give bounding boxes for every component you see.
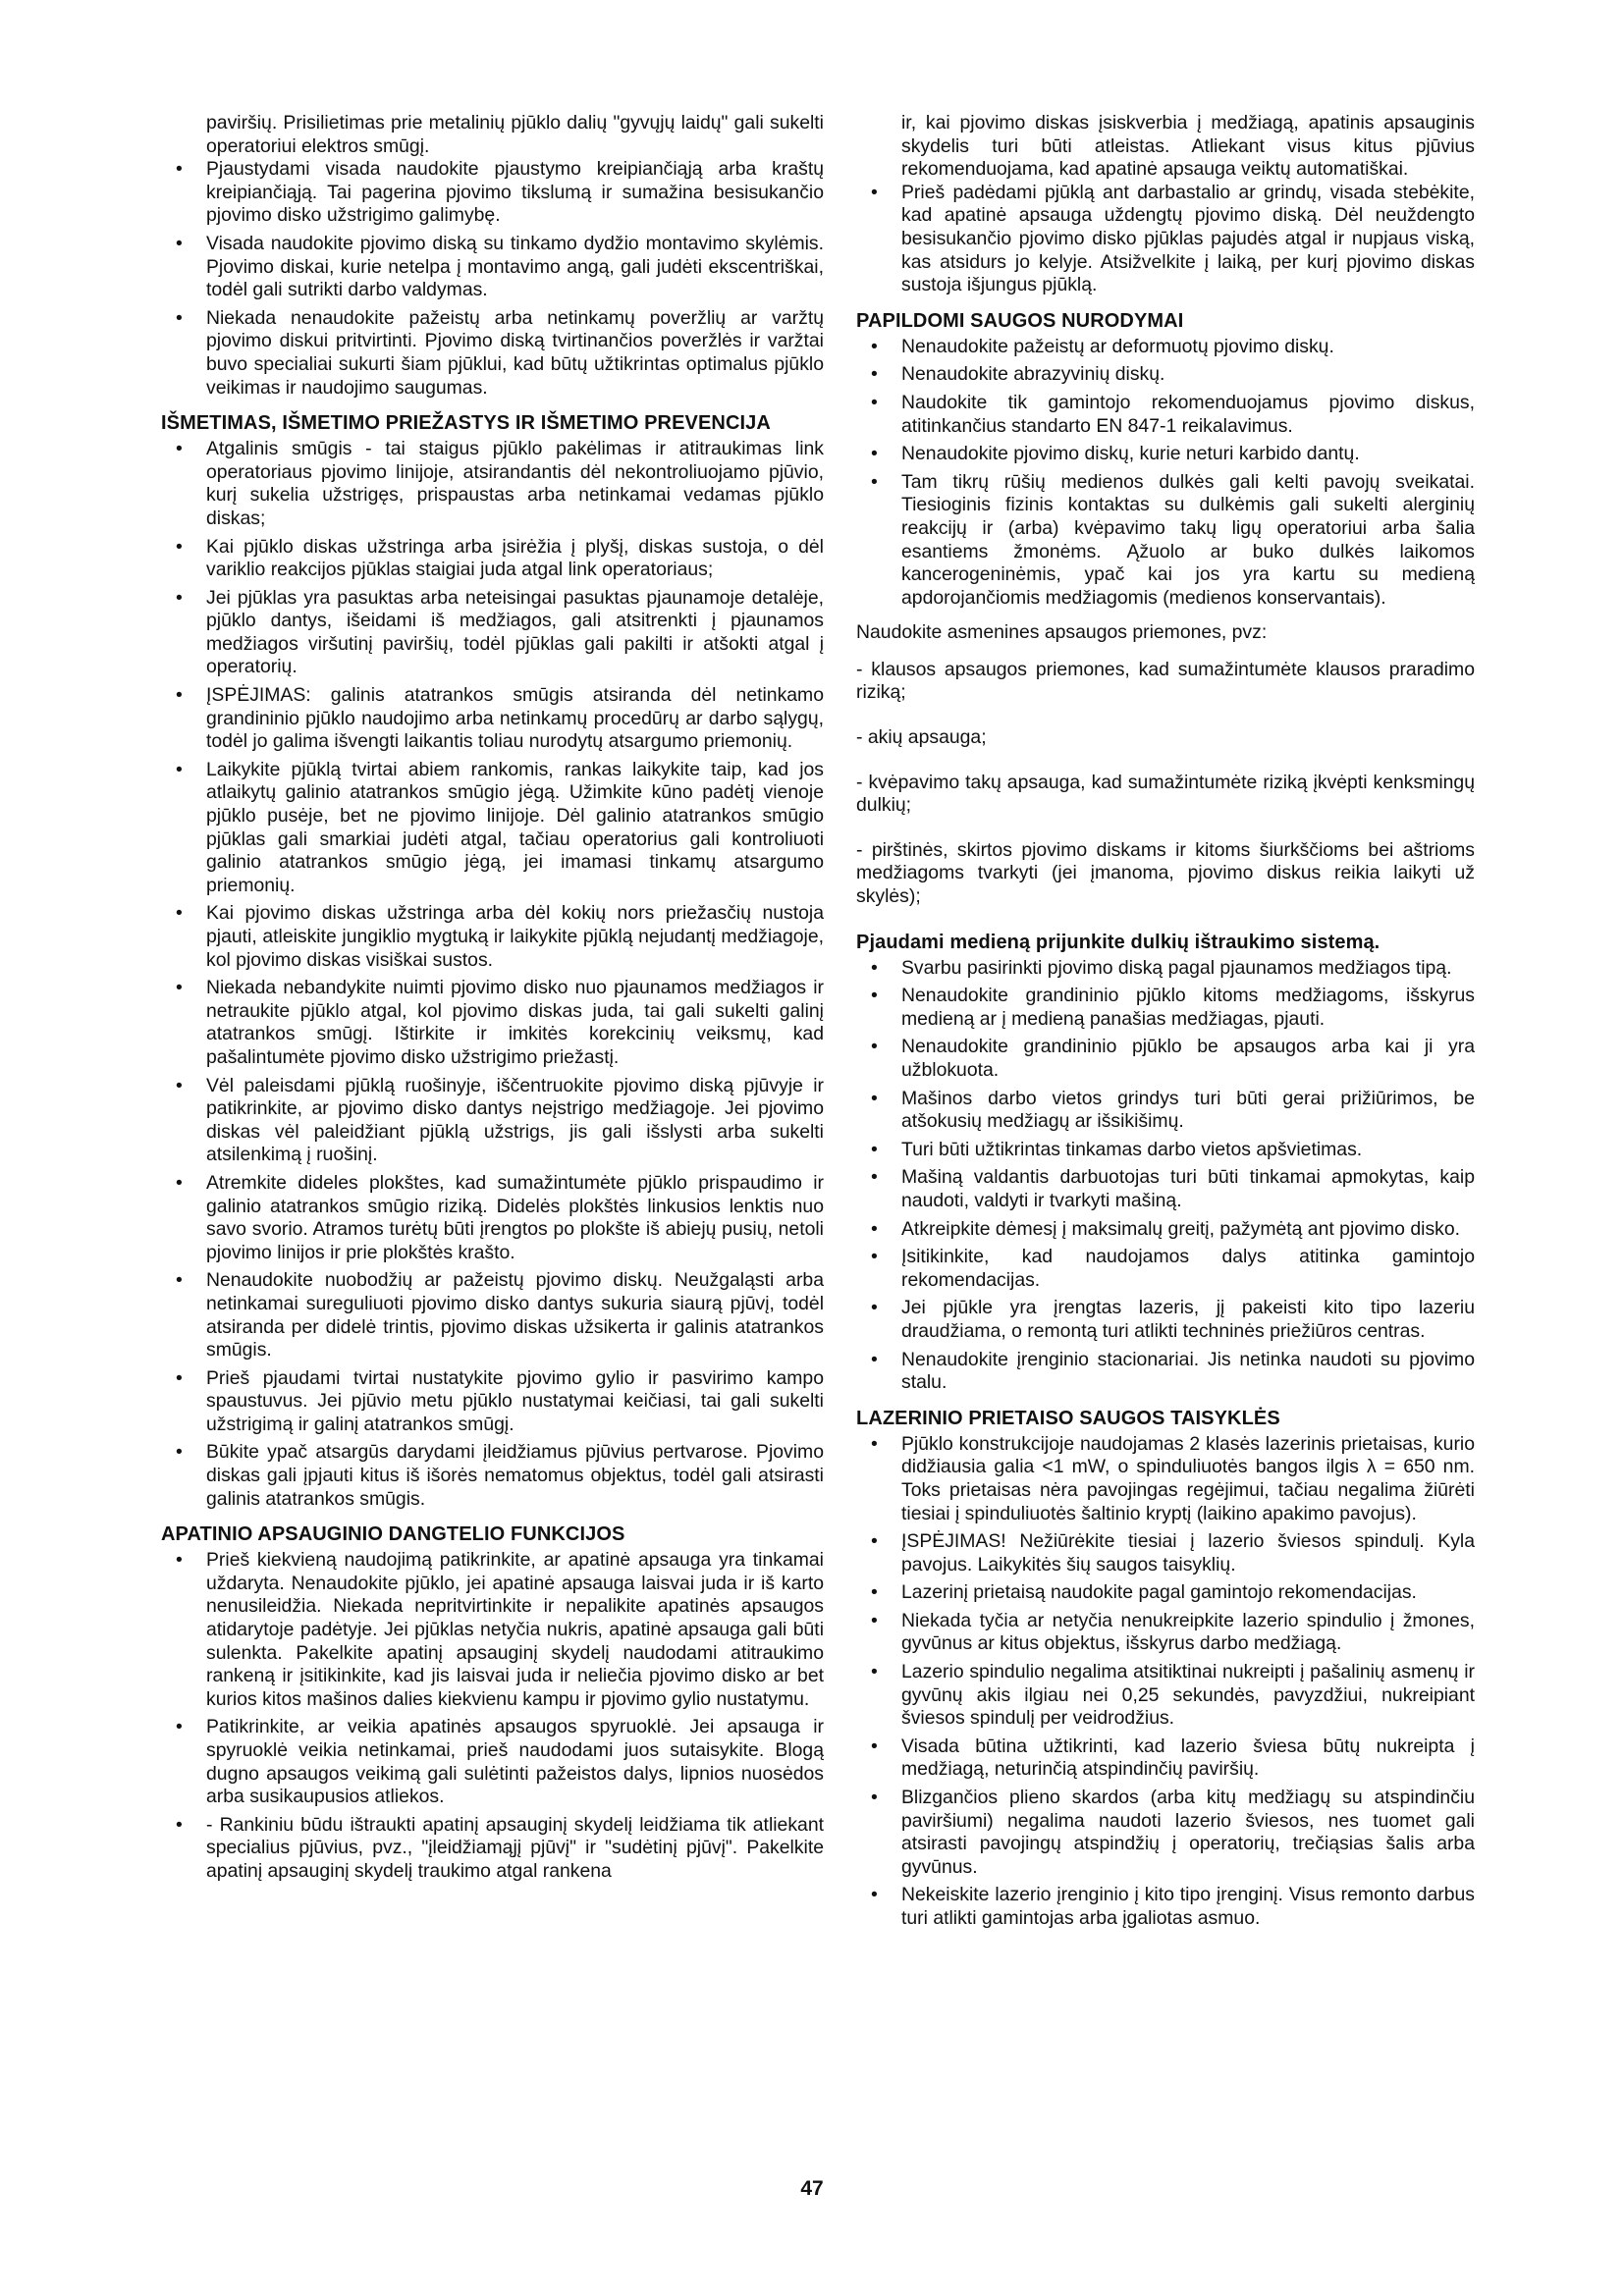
laser-safety-bullet-list <box>856 1433 1475 1931</box>
list-item: - akių apsauga; <box>856 726 987 749</box>
kickback-bullet-list <box>161 438 824 1511</box>
bullet-item: • Nenaudokite įrenginio stacionariai. Jis netinka naudoti su pjovimo stalu. <box>856 1349 1475 1395</box>
bullet-item: • Jei pjūkle yra įrengtas lazeris, jį pakeisti kito tipo lazeriu draudžiama, o remontą turi atlikti techninės priežiūros centras. <box>856 1297 1475 1343</box>
bullet-item: • ĮSPĖJIMAS: galinis atatrankos smūgis atsiranda dėl netinkamo grandininio pjūklo naudojimo arba netinkamų procedūrų ar darbo sąlygų, todėl jo galima išvengti laikantis toliau nurodytų atsargumo priemonių. <box>161 684 824 754</box>
ppe-list <box>856 659 1475 909</box>
bullet-item: • Kai pjūklo diskas užstringa arba įsirėžia į plyšį, diskas sustoja, o dėl variklio reakcijos pjūklas staigiai juda atgal link operatoriaus; <box>161 536 824 582</box>
bullet-item: • Atremkite dideles plokštes, kad sumažintumėte pjūklo prispaudimo ir galinio atatrankos smūgio riziką. Didelės plokštės linkusios lenktis nuo savo svorio. Atramos turėtų būti įrengtos po plokšte iš abiejų pusių, netoli pjovimo linijos ir prie plokštės krašto. <box>161 1172 824 1264</box>
bullet-item: • Vėl paleisdami pjūklą ruošinyje, iščentruokite pjovimo diską pjūvyje ir patikrinkite, ar pjovimo disko dantys neįstrigo medžiagoje. Jei pjovimo diskas vėl paleidžiant pjūklą užstrigs, jis gali išslysti arba sukelti atsilenkimą į ruošinį. <box>161 1075 824 1167</box>
laser-safety-heading: LAZERINIO PRIETAISO SAUGOS TAISYKLĖS <box>856 1407 1280 1429</box>
bullet-item: • Mašiną valdantis darbuotojas turi būti tinkamai apmokytas, kaip naudoti, valdyti ir tvarkyti mašiną. <box>856 1166 1475 1212</box>
dust-extraction-heading: Pjaudami medieną prijunkite dulkių ištraukimo sistemą. <box>856 931 1380 953</box>
bullet-item: • Patikrinkite, ar veikia apatinės apsaugos spyruoklė. Jei apsauga ir spyruoklė veikia netinkamai, prieš naudodami juos sutaisykite. Blogą dugno apsaugos veikimą gali sulėtinti pažeistos dalys, lipnios nuosėdos arba susikaupusios atliekos. <box>161 1716 824 1808</box>
bullet-item: • Niekada nenaudokite pažeistų arba netinkamų poveržlių ar varžtų pjovimo diskui pritvirtinti. Pjovimo diską tvirtinančios poveržlės ir varžtai buvo specialiai sukurti šiam pjūklui, kad būtų užtikrintas optimalus pjūklo veikimas ir naudojimo saugumas. <box>161 307 824 400</box>
bullet-item: • Nenaudokite grandininio pjūklo kitoms medžiagoms, išskyrus medieną ar į medieną panašias medžiagas, pjauti. <box>856 985 1475 1031</box>
bullet-item: • Įsitikinkite, kad naudojamos dalys atitinka gamintojo rekomendacijas. <box>856 1246 1475 1292</box>
list-item: - pirštinės, skirtos pjovimo diskams ir kitoms šiurkščioms bei aštrioms medžiagoms tvarkyti (jei įmanoma, pjovimo diskus reikia laikyti už skylės); <box>856 838 1475 908</box>
guard-bullet-list <box>161 1549 824 1883</box>
additional-safety-heading: PAPILDOMI SAUGOS NURODYMAI <box>856 309 1184 332</box>
page-number: 47 <box>800 2177 824 2200</box>
guard-bullet-list-continued <box>856 182 1475 297</box>
continued-paragraph: paviršių. Prisilietimas prie metalinių pjūklo dalių "gyvųjų laidų" gali sukelti operatoriui elektros smūgį. <box>206 112 824 157</box>
bullet-item: • Prieš padėdami pjūklą ant darbastalio ar grindų, visada stebėkite, kad apatinė apsauga uždengtų pjovimo diską. Dėl neuždengto besisukančio pjovimo disko pjūklas pajudės atgal ir nupjaus viską, kas atsidurs jo kelyje. Atsižvelkite į laiką, per kurį pjovimo diskas sustoja išjungus pjūklą. <box>856 182 1475 297</box>
bullet-item: • Lazerio spindulio negalima atsitiktinai nukreipti į pašalinių asmenų ir gyvūnų akis ilgiau nei 0,25 sekundės, pavyzdžiui, nukreipiant šviesos spindulį per veidrodžius. <box>856 1661 1475 1731</box>
bullet-item: • Niekada nebandykite nuimti pjovimo disko nuo pjaunamos medžiagos ir netraukite pjūklo atgal, kol pjovimo diskas juda, tai gali sukelti galinį atatrankos smūgį. Ištirkite ir imkitės korekcinių veiksmų, kad pašalintumėte pjovimo disko užstrigimo priežastį. <box>161 977 824 1069</box>
bullet-item: • Blizgančios plieno skardos (arba kitų medžiagų su atspindinčiu paviršiumi) negalima naudoti lazerio šviesos, nes tuomet gali atsirasti pavojingų atspindžių į operatorių, trečiąsias šalis arba gyvūnus. <box>856 1787 1475 1879</box>
bullet-item: • Nekeiskite lazerio įrenginio į kito tipo įrenginį. Visus remonto darbus turi atlikti gamintojas arba įgaliotas asmuo. <box>856 1884 1475 1930</box>
list-item: - klausos apsaugos priemones, kad sumažintumėte klausos praradimo riziką; <box>856 658 1475 704</box>
bullet-item: • Svarbu pasirinkti pjovimo diską pagal pjaunamos medžiagos tipą. <box>856 957 1475 981</box>
intro-bullet-list <box>161 158 824 400</box>
bullet-item: • Niekada tyčia ar netyčia nenukreipkite lazerio spindulio į žmones, gyvūnus ar kitus objektus, išskyrus darbo medžiagą. <box>856 1610 1475 1656</box>
bullet-item: • Atgalinis smūgis - tai staigus pjūklo pakėlimas ir atitraukimas link operatoriaus pjovimo linijoje, atsirandantis dėl nekontroliuojamo pjūvio, kurį sukelia užstrigęs, prispaustas arba netinkamai vedamas pjūklo diskas; <box>161 438 824 530</box>
bullet-item: • Jei pjūklas yra pasuktas arba neteisingai pasuktas pjaunamoje detalėje, pjūklo dantys, išeidami iš medžiagos, gali atsitrenkti į pjaunamos medžiagos viršutinį paviršių, todėl pjūklas gali pakilti ir atšokti atgal į operatorių. <box>161 587 824 679</box>
bullet-item: • - Rankiniu būdu ištraukti apatinį apsauginį skydelį leidžiama tik atliekant specialius pjūvius, pvz., "įleidžiamąjį pjūvį" ir "sudėtinį pjūvį". Pakelkite apatinį apsauginį skydelį traukimo atgal rankena <box>161 1814 824 1884</box>
kickback-heading: IŠMETIMAS, IŠMETIMO PRIEŽASTYS IR IŠMETIMO PREVENCIJA <box>161 412 771 435</box>
right-column <box>856 112 1475 1936</box>
bullet-item: • Nenaudokite grandininio pjūklo be apsaugos arba kai ji yra užblokuota. <box>856 1036 1475 1082</box>
bullet-item: • Visada naudokite pjovimo diską su tinkamo dydžio montavimo skylėmis. Pjovimo diskai, kurie netelpa į montavimo angą, gali judėti ekscentriškai, todėl gali sutrikti darbo valdymas. <box>161 233 824 302</box>
bullet-item: • Laikykite pjūklą tvirtai abiem rankomis, rankas laikykite taip, kad jos atlaikytų galinio atatrankos smūgio jėgą. Užimkite kūno padėtį vienoje pjūklo pusėje, bet ne pjovimo linijoje. Dėl galinio atatrankos smūgio pjūklas gali smarkiai judėti atgal, tačiau operatorius gali kontroliuoti galinio atatrankos smūgio jėgą, jei imamasi tinkamų atsargumo priemonių. <box>161 759 824 898</box>
bullet-item: • Nenaudokite pjovimo diskų, kurie neturi karbido dantų. <box>856 443 1475 466</box>
ppe-intro: Naudokite asmenines apsaugos priemones, pvz: <box>856 621 1268 644</box>
list-item: - kvėpavimo takų apsauga, kad sumažintumėte riziką įkvėpti kenksmingų dulkių; <box>856 771 1475 817</box>
continued-paragraph-right: ir, kai pjovimo diskas įsiskverbia į medžiagą, apatinis apsauginis skydelis turi būti atleistas. Atliekant visus kitus pjūvius rekomenduojama, kad apatinė apsauga veiktų automatiškai. <box>901 112 1475 181</box>
bullet-item: • Nenaudokite pažeistų ar deformuotų pjovimo diskų. <box>856 336 1475 359</box>
dust-extraction-bullet-list <box>856 957 1475 1395</box>
left-column <box>161 112 824 1889</box>
bullet-item: • Būkite ypač atsargūs darydami įleidžiamus pjūvius pertvarose. Pjovimo diskas gali įpjauti kitus iš išorės nematomus objektus, todėl gali atsirasti galinis atatrankos smūgis. <box>161 1441 824 1511</box>
bullet-item: • Prieš kiekvieną naudojimą patikrinkite, ar apatinė apsauga yra tinkamai uždaryta. Nenaudokite pjūklo, jei apatinė apsauga laisvai juda ir iš karto nenusileidžia. Niekada nepritvirtinkite ir nepalikite apatinės apsaugos atidarytoje padėtyje. Jei pjūklas netyčia nukris, apatinė apsauga gali būti sulenkta. Pakelkite apatinį apsauginį skydelį naudodami atitraukimo rankeną ir įsitikinkite, kad jis laisvai juda ir neliečia pjovimo disko ar bet kurios kitos mašinos dalies kiekvienu kampu ir pjovimo gylio nustatymu. <box>161 1549 824 1711</box>
bullet-item: • Nenaudokite abrazyvinių diskų. <box>856 363 1475 387</box>
bullet-item: • Pjūklo konstrukcijoje naudojamas 2 klasės lazerinis prietaisas, kurio didžiausia galia <1 mW, o spinduliuotės bangos ilgis λ = 650 nm. Toks prietaisas nėra pavojingas regėjimui, tačiau negalima žiūrėti tiesiai į spinduliuotės šaltinio kryptį (laikino apakimo pavojus). <box>856 1433 1475 1525</box>
bullet-item: • Turi būti užtikrintas tinkamas darbo vietos apšvietimas. <box>856 1139 1475 1162</box>
bullet-item: • Lazerinį prietaisą naudokite pagal gamintojo rekomendacijas. <box>856 1581 1475 1605</box>
additional-safety-bullet-list <box>856 336 1475 611</box>
bullet-item: • ĮSPĖJIMAS! Nežiūrėkite tiesiai į lazerio šviesos spindulį. Kyla pavojus. Laikykitės šių saugos taisyklių. <box>856 1530 1475 1576</box>
bullet-item: • Atkreipkite dėmesį į maksimalų greitį, pažymėtą ant pjovimo disko. <box>856 1218 1475 1242</box>
guard-heading: APATINIO APSAUGINIO DANGTELIO FUNKCIJOS <box>161 1523 625 1546</box>
bullet-item: • Pjaustydami visada naudokite pjaustymo kreipiančiąją arba kraštų kreipiančiąją. Tai pagerina pjovimo tikslumą ir sumažina besisukančio pjovimo disko užstrigimo galimybę. <box>161 158 824 228</box>
bullet-item: • Nenaudokite nuobodžių ar pažeistų pjovimo diskų. Neužgaląsti arba netinkamai sureguliuoti pjovimo disko dantys sukuria siaurą pjūvį, todėl atsiranda per didelė trintis, pjovimo diskas užsikerta ir galinis atatrankos smūgis. <box>161 1269 824 1362</box>
bullet-item: • Naudokite tik gamintojo rekomenduojamus pjovimo diskus, atitinkančius standarto EN 847-1 reikalavimus. <box>856 392 1475 438</box>
bullet-item: • Mašinos darbo vietos grindys turi būti gerai prižiūrimos, be atšokusių medžiagų ar išsikišimų. <box>856 1088 1475 1134</box>
bullet-item: • Visada būtina užtikrinti, kad lazerio šviesa būtų nukreipta į medžiagą, neturinčią atspindinčių paviršių. <box>856 1735 1475 1782</box>
bullet-item: • Kai pjovimo diskas užstringa arba dėl kokių nors priežasčių nustoja pjauti, atleiskite jungiklio mygtuką ir laikykite pjūklą nejudantį medžiagoje, kol pjovimo diskas visiškai sustos. <box>161 902 824 972</box>
bullet-item: • Prieš pjaudami tvirtai nustatykite pjovimo gylio ir pasvirimo kampo spaustuvus. Jei pjūvio metu pjūklo nustatymai keičiasi, tai gali sukelti užstrigimą ir galinį atatrankos smūgį. <box>161 1367 824 1437</box>
bullet-item: • Tam tikrų rūšių medienos dulkės gali kelti pavojų sveikatai. Tiesioginis fizinis kontaktas su dulkėmis gali sukelti alerginių reakcijų ir (arba) kvėpavimo takų ligų operatoriui arba šalia esantiems žmonėms. Ąžuolo ar buko dulkės laikomos kancerogeninėmis, ypač kai jos yra kartu su medieną apdorojančiomis medžiagomis (medienos konservantais). <box>856 471 1475 611</box>
